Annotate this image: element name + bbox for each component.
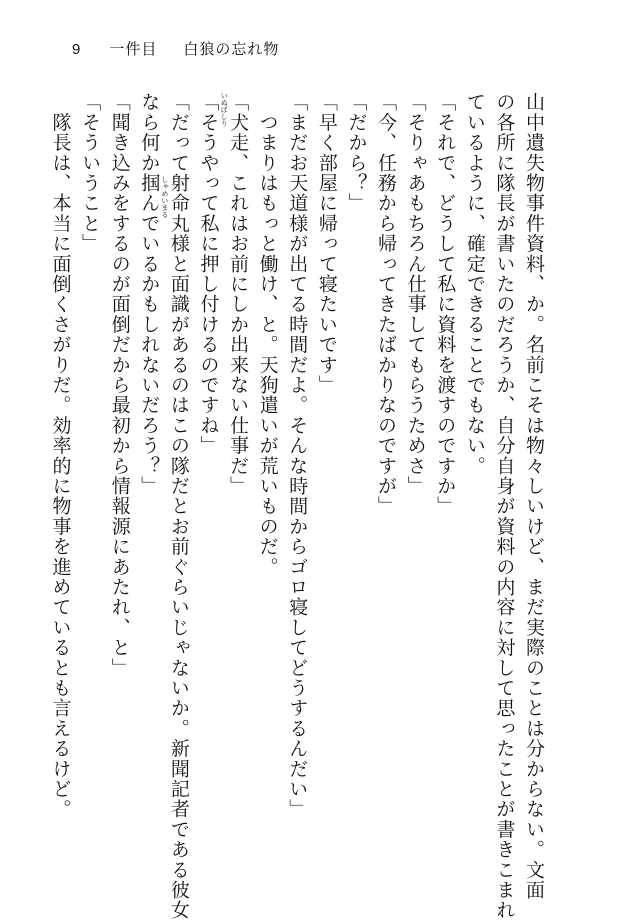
text-line: 「犬走、これはお前にしか出来ない仕事だ」 <box>227 92 250 496</box>
running-header <box>72 38 279 59</box>
text-line: 「今、任務から帰ってきたばかりなのですが」 <box>375 92 398 517</box>
text-line: 「まだお天道様が出てる時間だよ。そんな時間からゴロ寝してどうするんだい」 <box>286 92 309 820</box>
text-line: ているように、確定できることでもない。 <box>463 92 486 476</box>
furigana-shameimaru: しゃめいまる <box>160 176 169 218</box>
text-line: つまりはもっと働け、と。天狗遣いが荒いものだ。 <box>256 92 279 577</box>
text-line: 「だって射命丸様と面識があるのはこの隊だとお前ぐらいじゃないか。新聞記者である彼女 <box>167 92 190 920</box>
text-line: 「早く部屋に帰って寝たいです」 <box>315 92 338 395</box>
text-line: 隊長は、本当に面倒くさがりだ。効率的に物事を進めているとも言えるけど。 <box>49 92 72 820</box>
text-line: 「それで、どうして私に資料を渡すのですか」 <box>434 92 457 517</box>
text-line-with-ruby <box>160 92 193 920</box>
text-line: なら何か掴んでいるかもしれないだろう？」 <box>138 92 161 496</box>
furigana-inubashiri: いぬばしり <box>220 92 229 127</box>
text-line: 「聞き込みをするのが面倒だから最初から情報源にあたれ、と」 <box>108 92 131 678</box>
text-line: の各所に隊長が書いたのだろうか、自分自身が資料の内容に対して思ったことが書きこまれ <box>493 92 516 920</box>
text-line: 「そういうこと」 <box>79 92 102 254</box>
chapter-label: 一件目 <box>109 40 158 58</box>
page-number: 9 <box>72 41 82 58</box>
text-line-with-ruby <box>222 92 252 822</box>
text-line: 「そりゃあもちろん仕事してもらうためさ」 <box>404 92 427 496</box>
text-line: 山中遺失物事件資料、か。名前こそは物々しいけど、まだ実際のことは分からない。文面 <box>523 92 545 900</box>
vertical-text-body <box>45 92 548 920</box>
text-line: 「だから？」 <box>345 92 368 214</box>
text-line: 「そうやって私に押し付けるのですね」 <box>197 92 220 456</box>
chapter-title: 白狼の忘れ物 <box>183 40 280 58</box>
